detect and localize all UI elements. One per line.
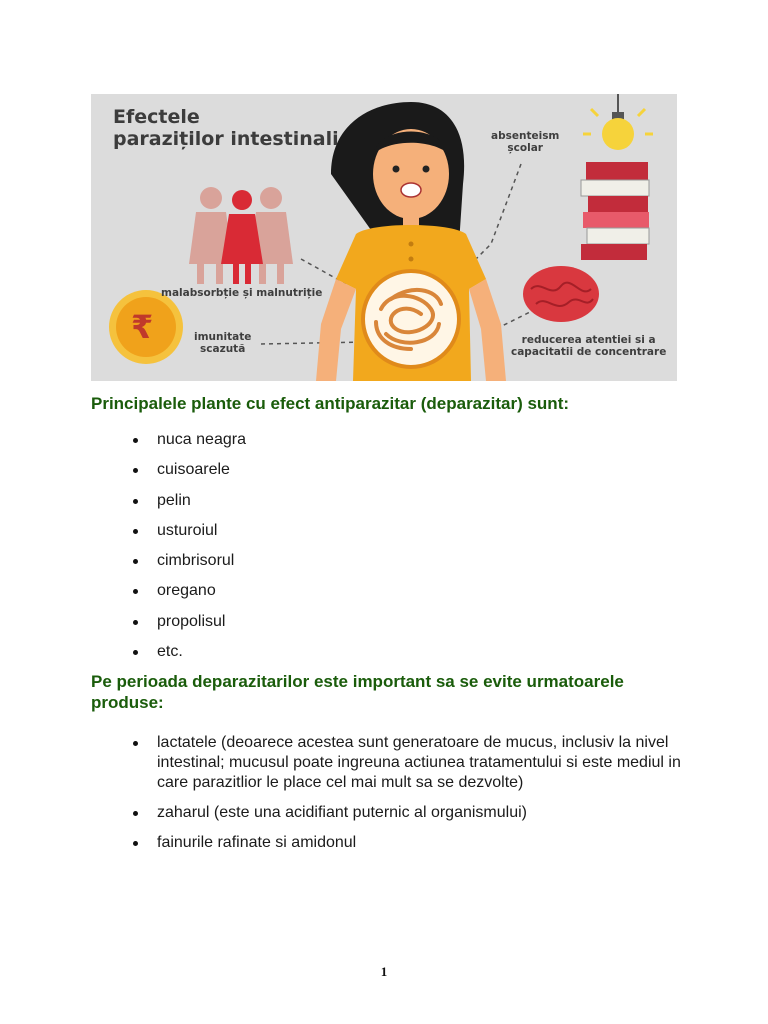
page-number: 1 — [380, 964, 388, 979]
label-reducere — [511, 334, 666, 358]
list-item: lactatele (deoarece acestea sunt generatoare de mucus, inclusiv la nivel intestinal; mucusul poate ingreuna actiunea tratamentului si este mediul in care parazitlior le place cel mai mult sa se dezvolte) — [130, 733, 690, 793]
label-imunitate-line1: imunitate — [194, 331, 252, 343]
infographic-title-line1: Efectele — [113, 106, 200, 128]
list-item: usturoiul — [130, 521, 690, 551]
label-absenteism-line1: absenteism — [491, 130, 560, 142]
infographic-title — [113, 106, 339, 150]
list-item: cuisoarele — [130, 460, 690, 490]
plants-list — [130, 430, 690, 672]
label-absenteism — [491, 130, 559, 154]
label-imunitate-line2: scazută — [200, 343, 246, 355]
list-item: propolisul — [130, 612, 690, 642]
avoid-list — [130, 733, 690, 863]
infographic-title-line2: paraziților intestinali — [113, 128, 339, 150]
list-item: nuca neagra — [130, 430, 690, 460]
list-item: oregano — [130, 581, 690, 611]
label-reducere-line1: reducerea atentiei si a — [521, 334, 656, 346]
label-reducere-line2: capacitatii de concentrare — [511, 346, 667, 358]
infographic-image — [91, 94, 677, 381]
heading-plants: Principalele plante cu efect antiparazitar (deparazitar) sunt: — [91, 394, 570, 413]
heading-avoid: Pe perioada deparazitarilor este important sa se evite urmatoarele produse: — [91, 672, 624, 712]
label-absenteism-line2: școlar — [507, 142, 543, 154]
label-imunitate — [194, 331, 251, 355]
rupee-coin-icon: ₹ — [131, 308, 154, 346]
list-item: fainurile rafinate si amidonul — [130, 833, 690, 853]
list-item: etc. — [130, 642, 690, 672]
list-item: cimbrisorul — [130, 551, 690, 581]
list-item: zaharul (este una acidifiant puternic al organismului) — [130, 803, 690, 823]
list-item: pelin — [130, 491, 690, 521]
label-malabsorbtie: malabsorbție și malnutriție — [161, 287, 323, 299]
